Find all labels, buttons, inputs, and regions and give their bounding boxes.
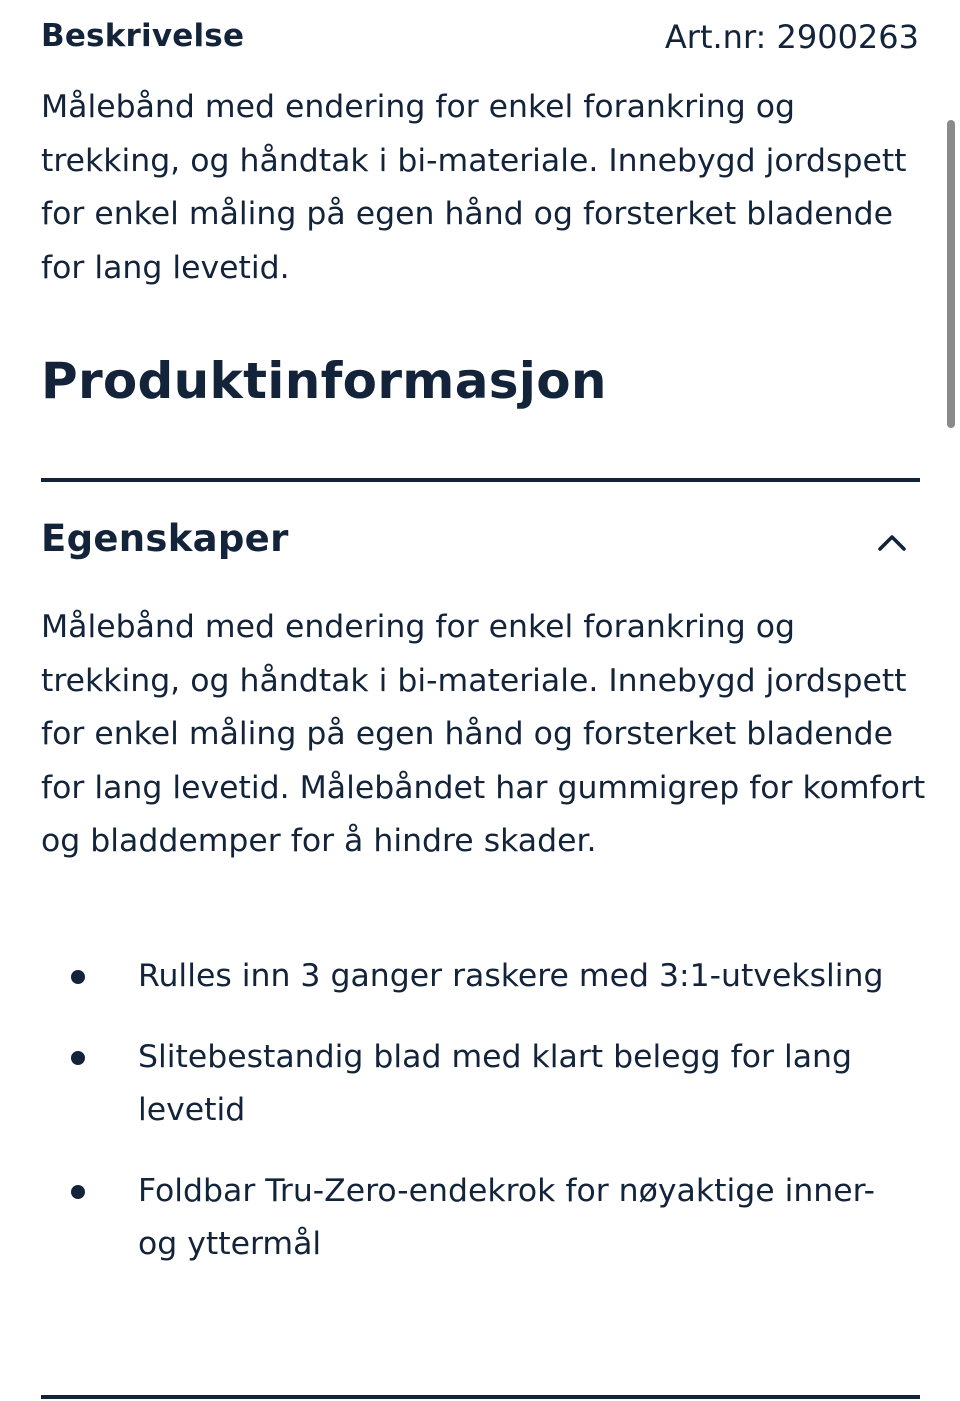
description-header: [41, 14, 919, 58]
bullet-icon: [71, 970, 85, 984]
chevron-up-icon[interactable]: [876, 527, 908, 559]
product-info-title: Produktinformasjon: [41, 352, 607, 410]
scrollbar[interactable]: [947, 120, 955, 428]
article-number: Art.nr: 2900263: [664, 18, 919, 56]
bullet-icon: [71, 1051, 85, 1065]
bullet-icon: [71, 1185, 85, 1199]
list-item-text: Foldbar Tru-Zero-endekrok for nøyaktige inner- og yttermål: [138, 1172, 875, 1262]
divider: [41, 478, 920, 482]
accordion-title: Egenskaper: [41, 517, 289, 560]
accordion-text: Målebånd med endering for enkel forankring og trekking, og håndtak i bi-materiale. Innebygd jordspett for enkel måling på egen hånd og forsterket bladende for lang levetid. Målebåndet har gummigrep for komfort og bladdemper for å hindre skader.: [41, 609, 926, 859]
list-item-text: Slitebestandig blad med klart belegg for lang levetid: [138, 1038, 852, 1128]
description-label: Beskrivelse: [41, 18, 245, 54]
description-text: Målebånd med endering for enkel forankring og trekking, og håndtak i bi-materiale. Innebygd jordspett for enkel måling på egen hånd og forsterket bladende for lang levetid.: [41, 89, 907, 286]
accordion-toggle-egenskaper[interactable]: [41, 505, 920, 583]
list-item-text: Rulles inn 3 ganger raskere med 3:1-utveksling: [138, 958, 884, 994]
list-item: [41, 1165, 921, 1272]
feature-list: [41, 950, 921, 1299]
list-item: [41, 950, 921, 1004]
divider: [41, 1395, 920, 1399]
list-item: [41, 1031, 921, 1138]
